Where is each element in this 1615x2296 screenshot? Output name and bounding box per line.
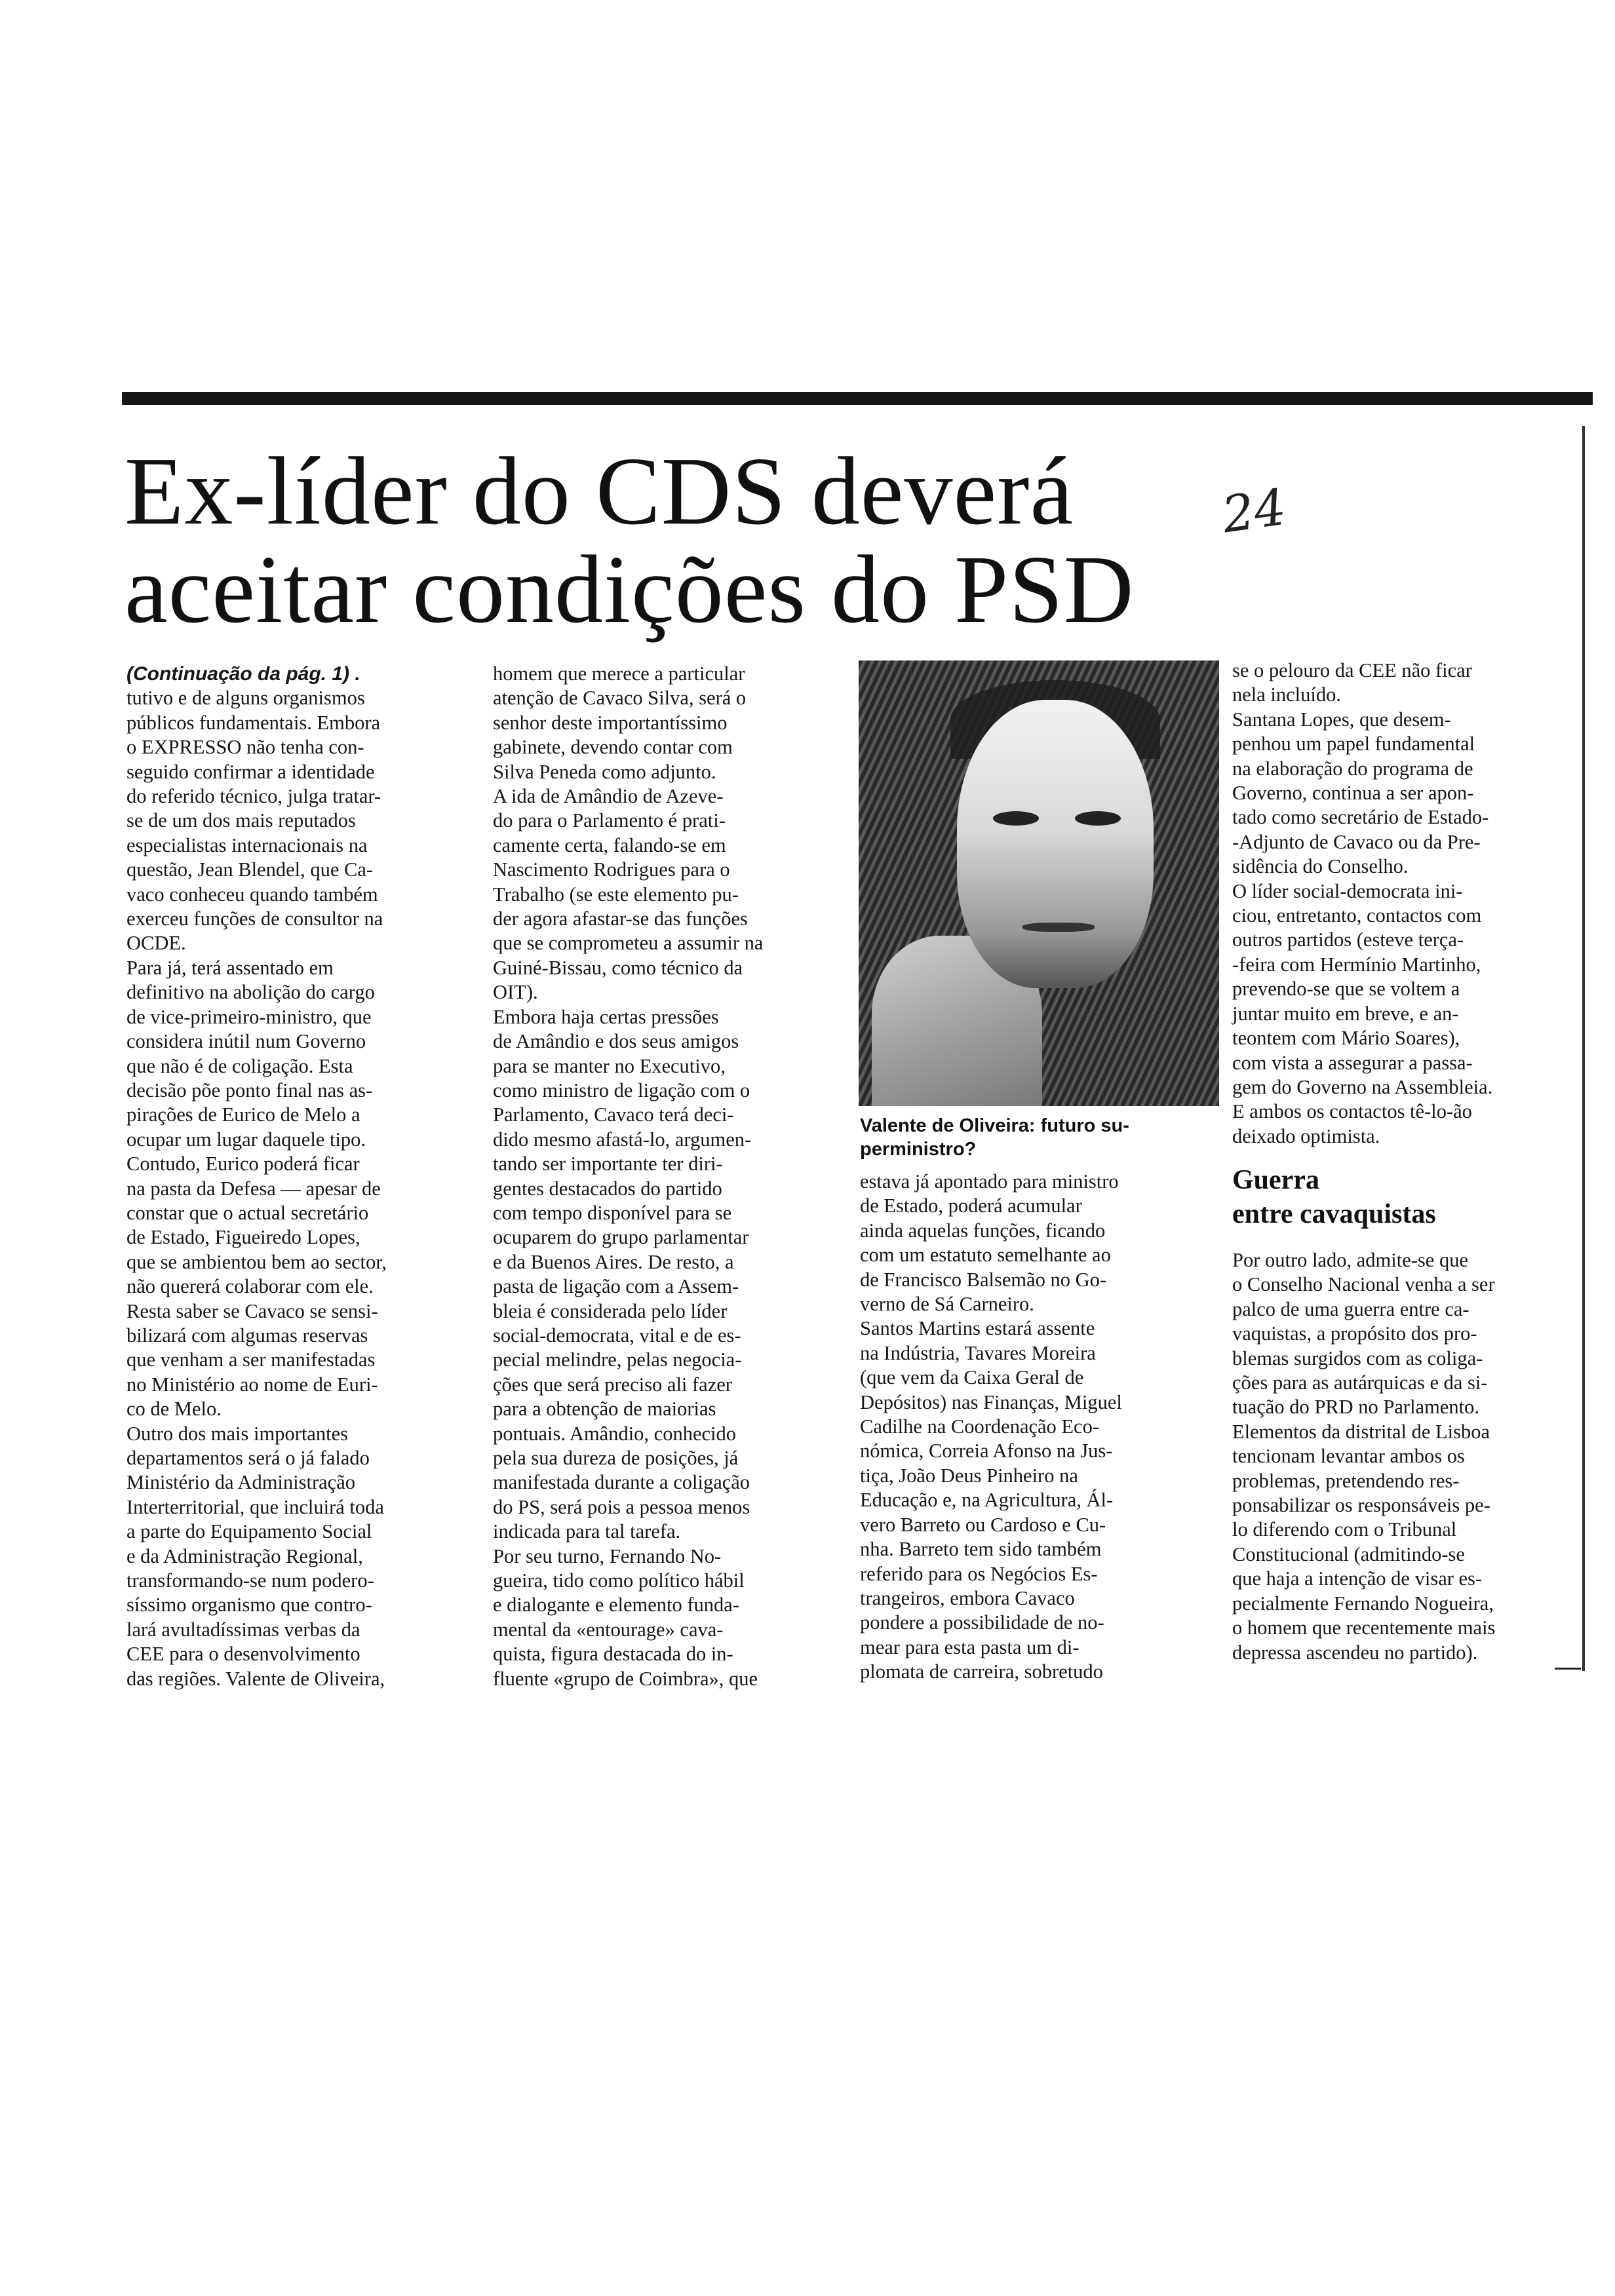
text-line: gentes destacados do partido [493,1177,722,1200]
text-line: fluente «grupo de Coimbra», que [493,1667,758,1690]
text-line: nómica, Correia Afonso na Jus- [860,1440,1113,1463]
text-line: teontem com Mário Soares), [1232,1027,1460,1050]
text-line: pontuais. Amândio, conhecido [493,1422,737,1445]
photo-caption [860,1114,1227,1161]
text-line: trangeiros, embora Cavaco [860,1586,1075,1609]
photo-mouth [1022,923,1095,932]
text-line: Elementos da distrital de Lisboa [1232,1420,1490,1443]
text-line: CEE para o desenvolvimento [126,1643,360,1666]
text-line: blemas surgidos com as coliga- [1232,1347,1483,1369]
portrait-photo [859,660,1219,1106]
text-line: Guiné-Bissau, como técnico da [493,956,743,979]
text-line: ções que será preciso ali fazer [493,1373,732,1396]
photo-face [957,700,1154,988]
text-line: tando ser importante ter diri- [493,1153,723,1176]
text-line: pasta de ligação com a Assem- [493,1275,739,1298]
text-line: Santos Martins estará assente [860,1317,1095,1340]
text-line: problemas, pretendendo res- [1232,1469,1460,1492]
text-line: nela incluído. [1232,683,1342,706]
text-line: de Francisco Balsemão no Go- [860,1268,1107,1291]
text-line: E ambos os contactos tê-lo-ão [1232,1100,1472,1123]
text-line: que se ambientou bem ao sector, [126,1250,387,1273]
text-line: lo diferendo com o Tribunal [1232,1518,1457,1541]
text-line: na elaboração do programa de [1232,757,1473,780]
text-line: ciou, entretanto, contactos com [1232,904,1482,927]
text-line: pondere a possibilidade de no- [860,1611,1104,1634]
text-line: ponsabilizar os responsáveis pe- [1232,1494,1490,1517]
text-line: plomata de carreira, sobretudo [860,1660,1103,1683]
text-line: palco de uma guerra entre ca- [1232,1297,1469,1320]
text-line: pecial melindre, pelas negocia- [493,1349,742,1371]
right-column-rule [1582,426,1585,1671]
text-line: transformando-se num podero- [126,1569,374,1592]
handwritten-mark: 24 [1218,477,1290,545]
text-line: outros partidos (esteve terça- [1232,928,1464,951]
text-line: gem do Governo na Assembleia. [1232,1075,1493,1098]
text-line: prevendo-se que se voltem a [1232,978,1460,1001]
text-line: no Ministério ao nome de Euri- [126,1373,378,1396]
text-line: de Estado, Figueiredo Lopes, [126,1226,360,1249]
text-line: tutivo e de alguns organismos [126,687,365,710]
text-line: públicos fundamentais. Embora [126,711,381,734]
subheading-line-2: entre cavaquistas [1232,1199,1436,1229]
text-line: -Adjunto de Cavaco ou da Pre- [1232,830,1481,853]
text-line: tencionam levantar ambos os [1232,1445,1465,1468]
text-line: e dialogante e elemento funda- [493,1594,739,1617]
text-line: como ministro de ligação com o [493,1079,750,1101]
text-line: que não é de coligação. Esta [126,1054,353,1077]
column-3-text [860,1170,1214,1685]
text-line: constar que o actual secretário [126,1201,369,1224]
text-line: a parte do Equipamento Social [126,1520,372,1543]
text-line: para se manter no Executivo, [493,1054,726,1077]
text-line: se de um dos mais reputados [126,809,356,832]
text-line: Educação e, na Agricultura, Ál- [860,1489,1114,1512]
text-line: das regiões. Valente de Oliveira, [126,1667,385,1690]
text-line: ocupar um lugar daquele tipo. [126,1128,366,1151]
text-line: vaco conheceu quando também [126,883,378,906]
text-line: com tempo disponível para se [493,1201,732,1224]
text-line: e da Buenos Aires. De resto, a [493,1250,734,1273]
text-line: manifestada durante a coligação [493,1471,750,1494]
text-line: Governo, continua a ser apon- [1232,782,1474,805]
text-line: Resta saber se Cavaco se sensi- [126,1299,378,1322]
text-line: Para já, terá assentado em [126,956,334,979]
text-line: atenção de Cavaco Silva, será o [493,687,747,710]
text-line: mental da «entourage» cava- [493,1618,724,1641]
column-4b-text [1232,1248,1576,1665]
text-line: estava já apontado para ministro [860,1170,1119,1193]
continuation-note: (Continuação da pág. 1) . [126,663,360,685]
end-mark [1555,1668,1581,1670]
text-line: co de Melo. [126,1398,222,1421]
text-line: camente certa, falando-se em [493,833,726,856]
article-column-4 [1232,659,1576,1149]
text-line: na pasta da Defesa — apesar de [126,1177,381,1200]
text-line: com um estatuto semelhante ao [860,1244,1111,1267]
text-line: departamentos será o já falado [126,1447,370,1469]
text-line: tado como secretário de Estado- [1232,806,1489,829]
text-line: referido para os Negócios Es- [860,1562,1098,1585]
text-line: e da Administração Regional, [126,1544,363,1567]
text-line: Nascimento Rodrigues para o [493,858,730,881]
text-line: do para o Parlamento é prati- [493,809,726,832]
text-line: não quererá colaborar com ele. [126,1275,374,1298]
text-line: gueira, tido como político hábil [493,1569,745,1592]
text-line: Silva Peneda como adjunto. [493,760,716,783]
text-line: deixado optimista. [1232,1124,1380,1147]
caption-line-1: Valente de Oliveira: futuro su- [860,1115,1129,1136]
column-4-text [1232,659,1576,1149]
text-line: tiça, João Deus Pinheiro na [860,1464,1078,1487]
text-line: o Conselho Nacional venha a ser [1232,1273,1495,1296]
text-line: penhou um papel fundamental [1232,733,1475,756]
text-line: ainda aquelas funções, ficando [860,1219,1106,1242]
text-line: exerceu funções de consultor na [126,908,383,930]
text-line: de Estado, poderá acumular [860,1195,1082,1217]
text-line: Interterritorial, que incluirá toda [126,1495,384,1518]
column-2-text [493,662,834,1691]
text-line: pirações de Eurico de Melo a [126,1103,360,1126]
text-line: Parlamento, Cavaco terá deci- [493,1103,734,1126]
article-column-4-continued [1232,1248,1576,1665]
text-line: seguido confirmar a identidade [126,760,375,783]
text-line: nha. Barreto tem sido também [860,1538,1102,1561]
headline [125,438,1370,643]
text-line: depressa ascendeu no partido). [1232,1641,1478,1664]
text-line: Constitucional (admitindo-se [1232,1542,1465,1565]
text-line: especialistas internacionais na [126,833,368,856]
text-line: Por seu turno, Fernando No- [493,1544,722,1567]
text-line: social-democrata, vital e de es- [493,1324,741,1347]
text-line: se o pelouro da CEE não ficar [1232,659,1472,681]
text-line: ocuparem do grupo parlamentar [493,1226,749,1249]
subheading [1232,1163,1508,1231]
text-line: indicada para tal tarefa. [493,1520,681,1543]
caption-line-2: perministro? [860,1139,977,1160]
text-line: lará avultadíssimas verbas da [126,1618,360,1641]
column-1-text [126,686,464,1691]
text-line: gabinete, devendo contar com [493,736,733,759]
text-line: Santana Lopes, que desem- [1232,708,1451,731]
text-line: A ida de Amândio de Azeve- [493,785,724,808]
text-line: -feira com Hermínio Martinho, [1232,953,1481,976]
text-line: vaquistas, a propósito dos pro- [1232,1322,1477,1345]
text-line: OIT). [493,981,538,1004]
text-line: verno de Sá Carneiro. [860,1293,1034,1316]
headline-line-2: aceitar condições do PSD [125,536,1135,643]
text-line: der agora afastar-se das funções [493,908,748,930]
text-line: Cadilhe na Coordenação Eco- [860,1415,1100,1438]
text-line: quista, figura destacada do in- [493,1643,733,1666]
text-line: juntar muito em breve, e an- [1232,1002,1459,1025]
text-line: Outro dos mais importantes [126,1422,349,1445]
text-line: do referido técnico, julga tratar- [126,785,381,808]
text-line: Trabalho (se este elemento pu- [493,883,739,906]
text-line: que se comprometeu a assumir na [493,932,764,955]
text-line: Ministério da Administração [126,1471,355,1494]
text-line: o homem que recentemente mais [1232,1617,1496,1639]
text-line: do PS, será pois a pessoa menos [493,1495,750,1518]
text-line: de vice-primeiro-ministro, que [126,1005,372,1028]
text-line: bilizará com algumas reservas [126,1324,368,1347]
top-rule [122,392,1593,405]
text-line: o EXPRESSO não tenha con- [126,736,364,759]
text-line: que venham a ser manifestadas [126,1349,376,1371]
text-line: bleia é considerada pelo líder [493,1299,728,1322]
text-line: com vista a assegurar a passa- [1232,1051,1473,1074]
text-line: Embora haja certas pressões [493,1005,719,1028]
text-line: síssimo organismo que contro- [126,1594,372,1617]
subheading-line-1: Guerra [1232,1165,1319,1195]
text-line: O líder social-democrata ini- [1232,879,1463,902]
text-line: pela sua dureza de posições, já [493,1447,739,1469]
text-line: de Amândio e dos seus amigos [493,1030,739,1053]
text-line: decisão põe ponto final nas as- [126,1079,373,1101]
article-column-1 [126,662,464,1691]
text-line: pecialmente Fernando Nogueira, [1232,1592,1494,1615]
text-line: Por outro lado, admite-se que [1232,1249,1468,1271]
text-line: OCDE. [126,932,186,955]
text-line: dido mesmo afastá-lo, argumen- [493,1128,752,1151]
text-line: que haja a intenção de visar es- [1232,1567,1483,1590]
text-line: Contudo, Eurico poderá ficar [126,1153,360,1176]
text-line: tuação do PRD no Parlamento. [1232,1396,1479,1419]
text-line: homem que merece a particular [493,662,745,685]
text-line: questão, Jean Blendel, que Ca- [126,858,374,881]
text-line: definitivo na abolição do cargo [126,981,375,1004]
article-column-3 [860,1170,1214,1685]
text-line: na Indústria, Tavares Moreira [860,1341,1096,1364]
text-line: vero Barreto ou Cardoso e Cu- [860,1513,1106,1536]
headline-line-1: Ex-líder do CDS deverá [125,438,1074,545]
text-line: sidência do Conselho. [1232,855,1409,878]
text-line: considera inútil num Governo [126,1030,366,1053]
text-line: senhor deste importantíssimo [493,711,728,734]
text-line: Depósitos) nas Finanças, Miguel [860,1390,1122,1413]
photo-eye-right [1075,811,1121,826]
photo-eye-left [993,811,1039,826]
text-line: mear para esta pasta um di- [860,1636,1080,1658]
article-column-2 [493,662,834,1691]
text-line: (que vem da Caixa Geral de [860,1366,1084,1389]
text-line: para a obtenção de maiorias [493,1398,716,1421]
text-line: ções para as autárquicas e da si- [1232,1371,1488,1394]
